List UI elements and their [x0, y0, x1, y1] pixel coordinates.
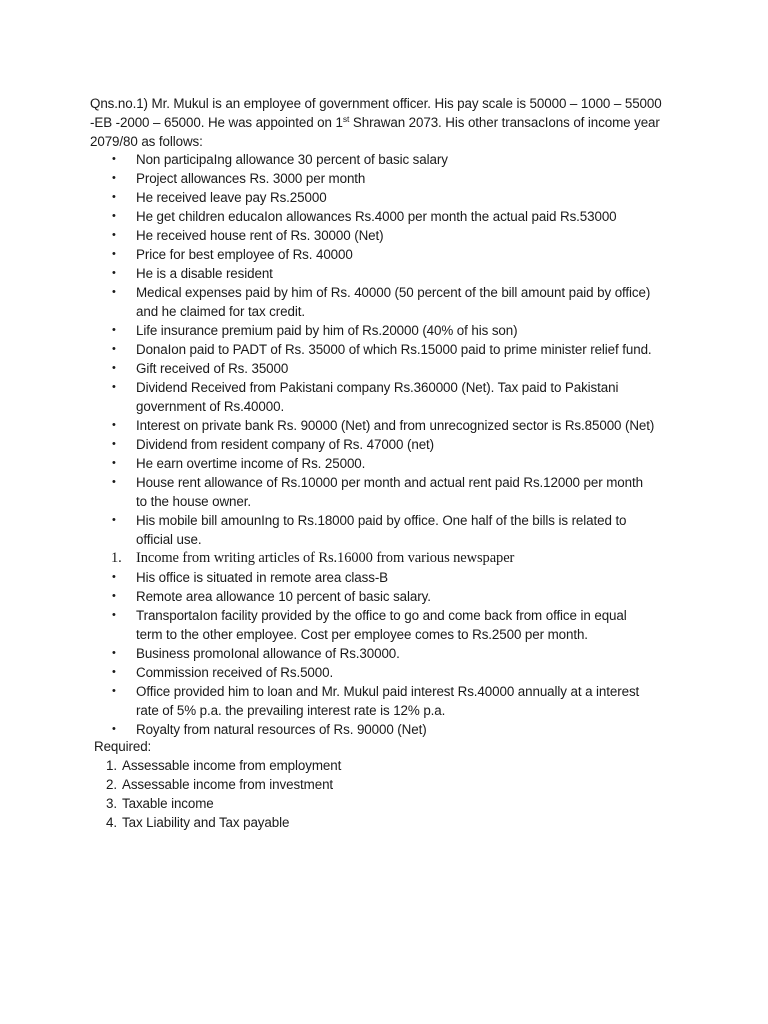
list-item-text	[136, 644, 768, 663]
bullet-marker: •	[112, 666, 116, 678]
list-item	[0, 587, 768, 606]
list-item-line: term to the other employee. Cost per employee comes to Rs.2500 per month.	[136, 627, 588, 642]
bullet-marker: •	[112, 419, 116, 431]
bullet-marker: •	[112, 514, 116, 526]
bullet-marker: •	[112, 362, 116, 374]
intro-line-1: Qns.no.1) Mr. Mukul is an employee of government officer. His pay scale is 50000 – 1000 – 55000	[90, 96, 662, 111]
list-item-line: TransportaIon facility provided by the office to go and come back from office in equal	[136, 608, 627, 623]
list-item	[0, 378, 768, 416]
intro-line-2	[90, 113, 690, 132]
bullet-marker: •	[112, 590, 116, 602]
required-item	[0, 756, 341, 775]
number-marker: 1.	[111, 550, 122, 566]
list-item-line: He earn overtime income of Rs. 25000.	[136, 456, 366, 471]
list-item-text	[136, 720, 768, 739]
list-item-line: Dividend Received from Pakistani company Rs.360000 (Net). Tax paid to Pakistani	[136, 380, 619, 395]
bullet-marker: •	[112, 723, 116, 735]
list-item-line: Commission received of Rs.5000.	[136, 665, 334, 680]
required-item-text: Taxable income	[122, 796, 214, 811]
list-item-text	[136, 549, 768, 568]
intro-line-2-text-a: -EB -2000 – 65000. He was appointed on 1	[90, 115, 343, 130]
list-item-line: His mobile bill amounIng to Rs.18000 paid by office. One half of the bills is related to	[136, 513, 627, 528]
list-item	[0, 283, 768, 321]
list-item	[0, 568, 768, 587]
list-item-line: DonaIon paid to PADT of Rs. 35000 of which Rs.15000 paid to prime minister relief fund.	[136, 342, 652, 357]
list-item-line: He is a disable resident	[136, 266, 273, 281]
list-item	[0, 644, 768, 663]
list-item-line: He received leave pay Rs.25000	[136, 190, 327, 205]
bullet-marker: •	[112, 381, 116, 393]
list-item-text	[136, 340, 768, 359]
list-item-text	[136, 283, 768, 321]
bullet-marker: •	[112, 267, 116, 279]
list-item-line: He received house rent of Rs. 30000 (Net)	[136, 228, 384, 243]
required-item-text: Assessable income from employment	[122, 758, 342, 773]
list-item-line: His office is situated in remote area class-B	[136, 570, 389, 585]
list-item-line: Life insurance premium paid by him of Rs.20000 (40% of his son)	[136, 323, 518, 338]
required-item-text: Tax Liability and Tax payable	[122, 815, 290, 830]
bullet-marker: •	[112, 457, 116, 469]
list-item	[0, 359, 768, 378]
list-item-line: Business promoIonal allowance of Rs.30000.	[136, 646, 400, 661]
list-item-line: Office provided him to loan and Mr. Mukul paid interest Rs.40000 annually at a interest	[136, 684, 640, 699]
required-item	[0, 794, 341, 813]
list-item-line: Non participaIng allowance 30 percent of basic salary	[136, 152, 448, 167]
list-item-text	[136, 226, 768, 245]
required-item	[0, 813, 341, 832]
bullet-marker: •	[112, 191, 116, 203]
list-item	[0, 264, 768, 283]
list-item-line: to the house owner.	[136, 494, 251, 509]
list-item-text	[136, 207, 768, 226]
list-item-text	[136, 321, 768, 340]
list-item-text	[136, 663, 768, 682]
list-item-text	[136, 245, 768, 264]
list-item-line: Gift received of Rs. 35000	[136, 361, 289, 376]
bullet-marker: •	[112, 438, 116, 450]
list-item	[0, 663, 768, 682]
list-item	[0, 169, 768, 188]
list-item-line: government of Rs.40000.	[136, 399, 285, 414]
list-item-line: official use.	[136, 532, 202, 547]
list-item	[0, 188, 768, 207]
list-item-line: Dividend from resident company of Rs. 47000 (net)	[136, 437, 435, 452]
list-item-line: rate of 5% p.a. the prevailing interest rate is 12% p.a.	[136, 703, 446, 718]
list-item-text	[136, 682, 768, 720]
required-label: Required:	[94, 739, 152, 754]
list-item	[0, 682, 768, 720]
intro-line-2-text-b: Shrawan 2073. His other transacIons of income year	[349, 115, 660, 130]
list-item-line: Medical expenses paid by him of Rs. 40000 (50 percent of the bill amount paid by office)	[136, 285, 651, 300]
bullet-marker: •	[112, 172, 116, 184]
required-list	[0, 756, 341, 832]
list-item	[0, 416, 768, 435]
bullet-marker: •	[112, 609, 116, 621]
list-item-line: Interest on private bank Rs. 90000 (Net) and from unrecognized sector is Rs.85000 (Net)	[136, 418, 655, 433]
list-item	[0, 207, 768, 226]
list-item-text	[136, 511, 768, 549]
list-item-line: Remote area allowance 10 percent of basic salary.	[136, 589, 431, 604]
required-item-number: 4.	[106, 815, 117, 830]
list-item-line: He get children educaIon allowances Rs.4000 per month the actual paid Rs.53000	[136, 209, 617, 224]
list-item	[0, 340, 768, 359]
list-item-text	[136, 606, 768, 644]
bullet-marker: •	[112, 571, 116, 583]
list-item	[0, 150, 768, 169]
list-item	[0, 549, 768, 568]
bullet-marker: •	[112, 153, 116, 165]
list-item	[0, 435, 768, 454]
bullet-marker: •	[112, 248, 116, 260]
list-item-line: and he claimed for tax credit.	[136, 304, 305, 319]
bullet-marker: •	[112, 685, 116, 697]
list-item-text	[136, 150, 768, 169]
bullet-marker: •	[112, 286, 116, 298]
ordinal-superscript: st	[342, 114, 350, 124]
list-item-text	[136, 264, 768, 283]
list-item	[0, 454, 768, 473]
list-item-line: Royalty from natural resources of Rs. 90000 (Net)	[136, 722, 427, 737]
list-item	[0, 473, 768, 511]
list-item	[0, 321, 768, 340]
bullet-marker: •	[112, 210, 116, 222]
required-item-number: 3.	[106, 796, 117, 811]
list-item-line: Price for best employee of Rs. 40000	[136, 247, 353, 262]
question-intro	[90, 94, 690, 151]
list-item-text	[136, 454, 768, 473]
list-item-text	[136, 169, 768, 188]
bullet-marker: •	[112, 476, 116, 488]
list-item-line: Income from writing articles of Rs.16000 from various newspaper	[136, 550, 515, 566]
list-item-text	[136, 473, 768, 511]
bullet-marker: •	[112, 647, 116, 659]
transaction-list	[0, 150, 768, 739]
bullet-marker: •	[112, 324, 116, 336]
required-item-text: Assessable income from investment	[122, 777, 334, 792]
list-item-text	[136, 587, 768, 606]
list-item-line: Project allowances Rs. 3000 per month	[136, 171, 366, 186]
list-item-text	[136, 188, 768, 207]
list-item-text	[136, 435, 768, 454]
bullet-marker: •	[112, 229, 116, 241]
list-item-text	[136, 359, 768, 378]
list-item-text	[136, 568, 768, 587]
list-item	[0, 226, 768, 245]
list-item-text	[136, 378, 768, 416]
required-item-number: 2.	[106, 777, 117, 792]
required-item	[0, 775, 341, 794]
list-item	[0, 606, 768, 644]
list-item	[0, 511, 768, 549]
required-item-number: 1.	[106, 758, 117, 773]
list-item	[0, 245, 768, 264]
list-item-line: House rent allowance of Rs.10000 per month and actual rent paid Rs.12000 per month	[136, 475, 643, 490]
intro-line-3: 2079/80 as follows:	[90, 134, 203, 149]
list-item-text	[136, 416, 768, 435]
bullet-marker: •	[112, 343, 116, 355]
